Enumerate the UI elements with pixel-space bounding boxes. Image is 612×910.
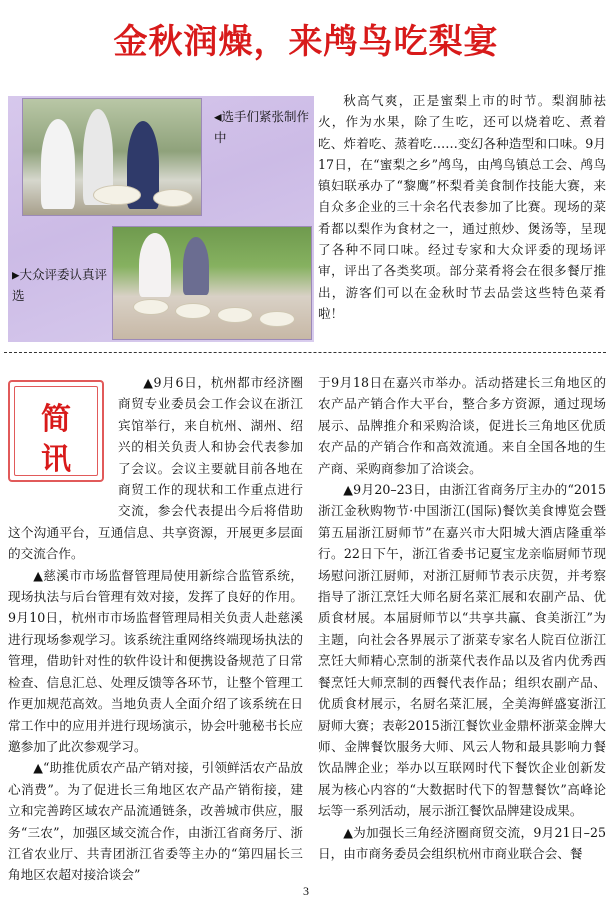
photo-caption-top: ◀选手们紧张制作中 — [214, 109, 310, 145]
photo-caption-bottom: ▶大众评委认真评选 — [12, 267, 108, 303]
photo-judges-evaluating — [112, 226, 312, 340]
brief-item-2: ▲慈溪市市场监督管理局使用新综合监管系统，现场执法与后台管理有效对接，发挥了良好的作用。9月10日，杭州市市场监督管理局相关负责人赴慈溪进行现场参观学习。该系统注重网络终端现场执法的管理，借助针对性的软件设计和便携设备规范了日常检查、信息汇总、处理反馈等各环节，让整个管理工作更加规范高效。当地负责人全面介绍了该系统在日常工作中的应用并进行现场演示，协会叶驰秘书长应邀参加了此次参观学习。 — [8, 567, 303, 754]
badge-char-xun: 讯 — [41, 442, 71, 477]
page-number: 3 — [303, 884, 309, 898]
badge-space — [8, 372, 118, 502]
page-title: 金秋润燥，来鸬鸟吃梨宴 — [113, 22, 499, 62]
photo-chefs-cooking — [22, 98, 202, 216]
brief-item-3-continued: 于9月18日在嘉兴市举办。活动搭建长三角地区的农产品产销合作大平台，整合多方资源，通过现场展示、品牌推介和采购洽谈，促进长三角地区优质农产品的产销合作和高效流通。来自全国各地的生产商、采购商参加了洽谈会。 — [318, 375, 606, 476]
badge-char-jian: 简 — [41, 402, 71, 437]
brief-item-5: ▲为加强长三角经济圈商贸交流，9月21日–25日，由市商务委员会组织杭州市商业联合会、餐 — [318, 824, 606, 861]
brief-left-column — [8, 372, 303, 886]
brief-right-column — [318, 372, 606, 864]
section-divider — [4, 352, 606, 353]
brief-item-1: ▲9月6日，杭州都市经济圈商贸专业委员会工作会议在浙江宾馆举行，来自杭州、湖州、绍兴的相关负责人和协会代表参加了会议。会议主要就目前各地在商贸工作的现状和工作重点进行交流，参会代表提出今后将借助这个沟通平台，互通信息、共享资源，开展更多层面的交流合作。 — [8, 375, 303, 562]
brief-item-3: ▲“助推优质农产品产销对接，引领鲜活农产品放心消费”。为了促进长三角地区农产品产销衔接，建立和完善跨区域农产品流通链条，改善城市供应，服务“三农”，加强区域交流合作，由浙江省商务厅、浙江省农业厅、共青团浙江省委等主办的“第四届长三角地区农超对接洽谈会” — [8, 760, 303, 883]
photo-collage — [8, 96, 314, 342]
intro-paragraph: 秋高气爽，正是蜜梨上市的时节。梨润肺祛火，作为水果，除了生吃，还可以烧着吃、煮着吃、炸着吃、蒸着吃……变幻各种造型和口味。9月17日，在“蜜梨之乡”鸬鸟，由鸬鸟镇总工会、鸬鸟镇妇联承办了“黎鹰”杯梨肴美食制作技能大赛，来自众多企业的三十余名代表参加了比赛。现场的菜肴都以梨作为食材之一，通过煎炒、煲汤等，呈现了各种不同口味。经过专家和大众评委的现场评审，评出了各类奖项。部分菜肴将会在很多餐厅推出，游客们可以在金秋时节去品尝这些特色菜肴啦！ — [318, 93, 606, 321]
brief-item-4: ▲9月20–23日，由浙江省商务厅主办的“2015浙江金秋购物节·中国浙江(国际)餐饮美食博览会暨第五届浙江厨师节”在嘉兴市大阳城大酒店隆重举行。22日下午，浙江省委书记夏宝龙亲临厨师节现场慰问浙江厨师，对浙江厨师节表示庆贺，并考察指导了浙江烹饪大师名厨名菜汇展和农副产品、优质食材展。本届厨师节以“共享共赢、食美浙江”为主题，向社会各界展示了浙菜专家名人院百位浙江烹饪大师精心烹制的浙菜代表作品以及省内优秀西餐烹饪大师烹制的西餐代表作品；组织农副产品、优质食材展示，名厨名菜汇展，全美海鲜盛宴浙江厨师大赛；表彰2015浙江餐饮业金鼎杯浙菜金牌大师、金牌餐饮服务大师、风云人物和最具影响力餐饮品牌企业；举办以互联网时代下餐饮企业创新发展为核心内容的“大数据时代下的智慧餐饮”高峰论坛等一系列活动，展示浙江餐饮品牌建设成果。 — [318, 482, 606, 819]
